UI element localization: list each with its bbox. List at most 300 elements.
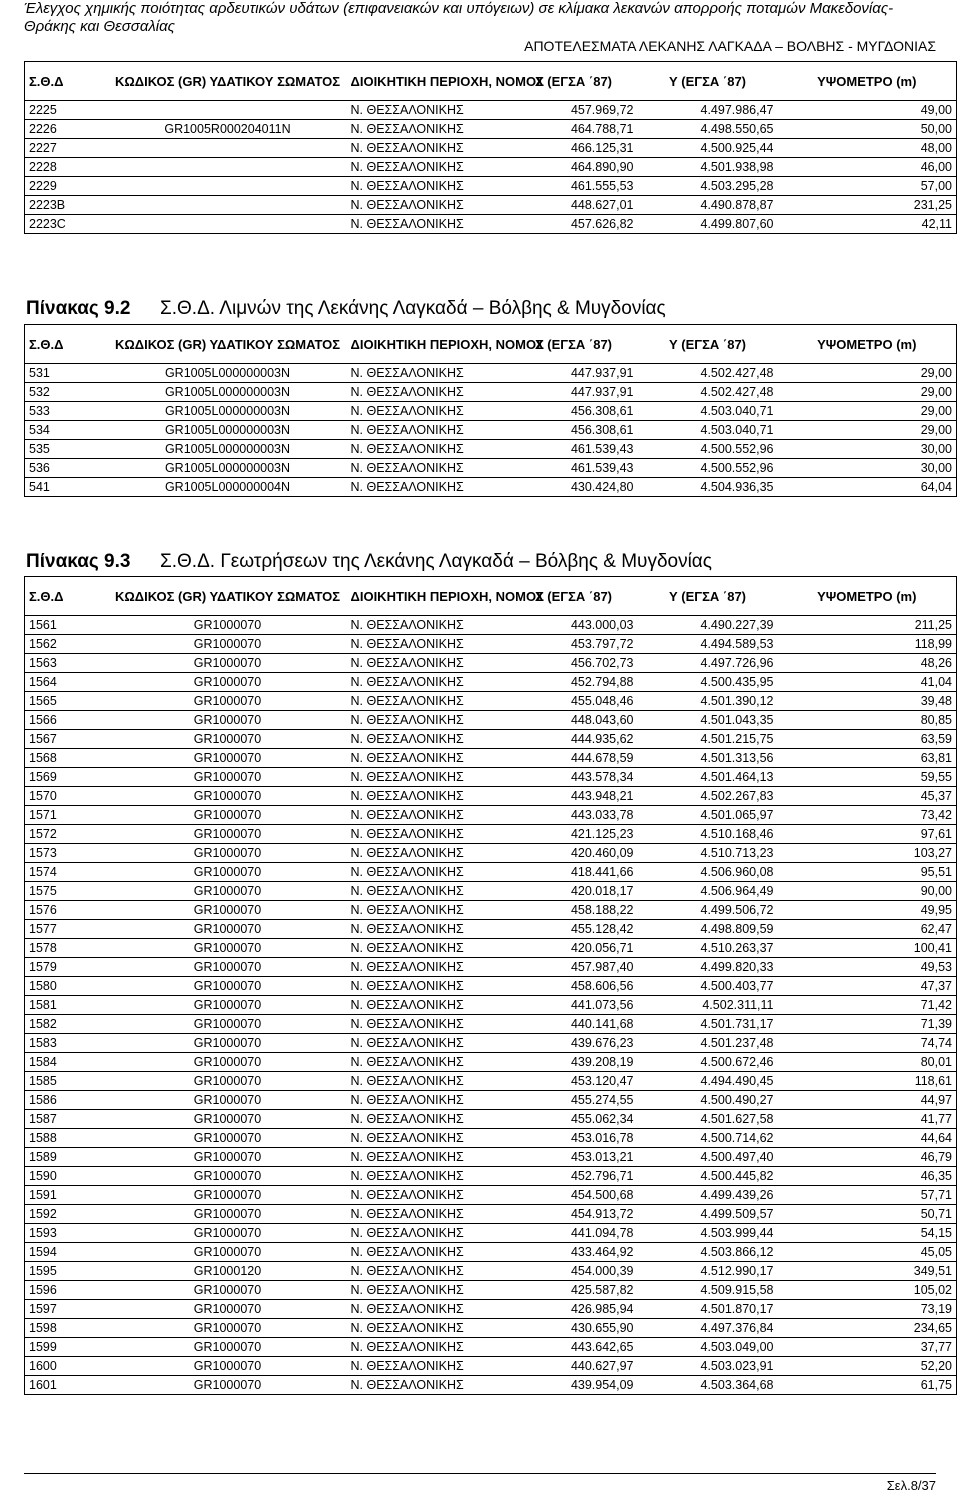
cell-area: Ν. ΘΕΣΣΑΛΟΝΙΚΗΣ bbox=[347, 654, 510, 673]
cell-sd: 1572 bbox=[25, 825, 109, 844]
cell-area: Ν. ΘΕΣΣΑΛΟΝΙΚΗΣ bbox=[347, 711, 510, 730]
cell-x: 455.274,55 bbox=[510, 1091, 638, 1110]
cell-elevation: 30,00 bbox=[778, 459, 957, 478]
table-row bbox=[25, 977, 957, 996]
cell-area: Ν. ΘΕΣΣΑΛΟΝΙΚΗΣ bbox=[347, 120, 510, 139]
cell-y: 4.490.227,39 bbox=[638, 616, 778, 635]
cell-elevation: 105,02 bbox=[778, 1281, 957, 1300]
cell-area: Ν. ΘΕΣΣΑΛΟΝΙΚΗΣ bbox=[347, 1186, 510, 1205]
cell-code: GR1000070 bbox=[109, 768, 347, 787]
cell-x: 439.954,09 bbox=[510, 1376, 638, 1395]
header-sd: Σ.Θ.Δ bbox=[25, 325, 109, 364]
table-row bbox=[25, 825, 957, 844]
cell-x: 447.937,91 bbox=[510, 364, 638, 383]
cell-sd: 1588 bbox=[25, 1129, 109, 1148]
cell-code: GR1000070 bbox=[109, 1224, 347, 1243]
cell-sd: 2227 bbox=[25, 139, 109, 158]
cell-area: Ν. ΘΕΣΣΑΛΟΝΙΚΗΣ bbox=[347, 1338, 510, 1357]
cell-y: 4.510.713,23 bbox=[638, 844, 778, 863]
cell-elevation: 74,74 bbox=[778, 1034, 957, 1053]
cell-x: 456.702,73 bbox=[510, 654, 638, 673]
cell-area: Ν. ΘΕΣΣΑΛΟΝΙΚΗΣ bbox=[347, 1243, 510, 1262]
cell-y: 4.498.550,65 bbox=[638, 120, 778, 139]
cell-sd: 2229 bbox=[25, 177, 109, 196]
cell-code: GR1000070 bbox=[109, 673, 347, 692]
cell-y: 4.502.267,83 bbox=[638, 787, 778, 806]
cell-x: 454.500,68 bbox=[510, 1186, 638, 1205]
cell-x: 454.000,39 bbox=[510, 1262, 638, 1281]
cell-elevation: 29,00 bbox=[778, 421, 957, 440]
cell-area: Ν. ΘΕΣΣΑΛΟΝΙΚΗΣ bbox=[347, 440, 510, 459]
table-body bbox=[25, 101, 957, 234]
cell-area: Ν. ΘΕΣΣΑΛΟΝΙΚΗΣ bbox=[347, 825, 510, 844]
cell-x: 453.016,78 bbox=[510, 1129, 638, 1148]
cell-x: 440.627,97 bbox=[510, 1357, 638, 1376]
table-row bbox=[25, 1148, 957, 1167]
cell-x: 443.578,34 bbox=[510, 768, 638, 787]
cell-x: 448.627,01 bbox=[510, 196, 638, 215]
cell-code: GR1000070 bbox=[109, 806, 347, 825]
cell-elevation: 29,00 bbox=[778, 383, 957, 402]
cell-code: GR1000070 bbox=[109, 1205, 347, 1224]
cell-code: GR1005L000000003N bbox=[109, 440, 347, 459]
cell-elevation: 37,77 bbox=[778, 1338, 957, 1357]
cell-x: 439.676,23 bbox=[510, 1034, 638, 1053]
cell-area: Ν. ΘΕΣΣΑΛΟΝΙΚΗΣ bbox=[347, 1376, 510, 1395]
cell-elevation: 57,71 bbox=[778, 1186, 957, 1205]
table-row bbox=[25, 478, 957, 497]
table-row bbox=[25, 1357, 957, 1376]
cell-area: Ν. ΘΕΣΣΑΛΟΝΙΚΗΣ bbox=[347, 101, 510, 120]
cell-area: Ν. ΘΕΣΣΑΛΟΝΙΚΗΣ bbox=[347, 139, 510, 158]
cell-area: Ν. ΘΕΣΣΑΛΟΝΙΚΗΣ bbox=[347, 1167, 510, 1186]
cell-area: Ν. ΘΕΣΣΑΛΟΝΙΚΗΣ bbox=[347, 958, 510, 977]
cell-area: Ν. ΘΕΣΣΑΛΟΝΙΚΗΣ bbox=[347, 421, 510, 440]
cell-area: Ν. ΘΕΣΣΑΛΟΝΙΚΗΣ bbox=[347, 1053, 510, 1072]
caption-number: Πίνακας 9.3 bbox=[26, 551, 131, 572]
cell-x: 433.464,92 bbox=[510, 1243, 638, 1262]
cell-code: GR1000070 bbox=[109, 1091, 347, 1110]
cell-sd: 1565 bbox=[25, 692, 109, 711]
table-row bbox=[25, 787, 957, 806]
cell-area: Ν. ΘΕΣΣΑΛΟΝΙΚΗΣ bbox=[347, 1129, 510, 1148]
cell-code: GR1000070 bbox=[109, 1357, 347, 1376]
cell-y: 4.501.938,98 bbox=[638, 158, 778, 177]
cell-x: 421.125,23 bbox=[510, 825, 638, 844]
cell-elevation: 41,04 bbox=[778, 673, 957, 692]
cell-x: 452.796,71 bbox=[510, 1167, 638, 1186]
cell-elevation: 42,11 bbox=[778, 215, 957, 234]
cell-area: Ν. ΘΕΣΣΑΛΟΝΙΚΗΣ bbox=[347, 977, 510, 996]
table-row bbox=[25, 1281, 957, 1300]
cell-sd: 1592 bbox=[25, 1205, 109, 1224]
cell-sd: 1577 bbox=[25, 920, 109, 939]
cell-x: 455.048,46 bbox=[510, 692, 638, 711]
cell-x: 457.969,72 bbox=[510, 101, 638, 120]
cell-area: Ν. ΘΕΣΣΑΛΟΝΙΚΗΣ bbox=[347, 882, 510, 901]
cell-area: Ν. ΘΕΣΣΑΛΟΝΙΚΗΣ bbox=[347, 1015, 510, 1034]
cell-elevation: 30,00 bbox=[778, 440, 957, 459]
cell-x: 456.308,61 bbox=[510, 421, 638, 440]
cell-code: GR1000070 bbox=[109, 1319, 347, 1338]
cell-y: 4.500.490,27 bbox=[638, 1091, 778, 1110]
cell-y: 4.504.936,35 bbox=[638, 478, 778, 497]
cell-elevation: 62,47 bbox=[778, 920, 957, 939]
cell-y: 4.499.807,60 bbox=[638, 215, 778, 234]
cell-sd: 1575 bbox=[25, 882, 109, 901]
table-row bbox=[25, 692, 957, 711]
cell-sd: 532 bbox=[25, 383, 109, 402]
cell-code: GR1005R000204011N bbox=[109, 120, 347, 139]
cell-y: 4.500.497,40 bbox=[638, 1148, 778, 1167]
table-header-row bbox=[25, 62, 957, 101]
cell-elevation: 48,26 bbox=[778, 654, 957, 673]
cell-x: 439.208,19 bbox=[510, 1053, 638, 1072]
table-row bbox=[25, 440, 957, 459]
table-row bbox=[25, 1186, 957, 1205]
cell-sd: 1579 bbox=[25, 958, 109, 977]
cell-code bbox=[109, 177, 347, 196]
cell-area: Ν. ΘΕΣΣΑΛΟΝΙΚΗΣ bbox=[347, 215, 510, 234]
cell-x: 440.141,68 bbox=[510, 1015, 638, 1034]
cell-code: GR1000070 bbox=[109, 711, 347, 730]
cell-area: Ν. ΘΕΣΣΑΛΟΝΙΚΗΣ bbox=[347, 939, 510, 958]
table-row bbox=[25, 1129, 957, 1148]
table-row bbox=[25, 711, 957, 730]
cell-y: 4.501.237,48 bbox=[638, 1034, 778, 1053]
cell-code: GR1000070 bbox=[109, 1148, 347, 1167]
cell-area: Ν. ΘΕΣΣΑΛΟΝΙΚΗΣ bbox=[347, 158, 510, 177]
cell-area: Ν. ΘΕΣΣΑΛΟΝΙΚΗΣ bbox=[347, 1281, 510, 1300]
cell-x: 461.555,53 bbox=[510, 177, 638, 196]
cell-area: Ν. ΘΕΣΣΑΛΟΝΙΚΗΣ bbox=[347, 920, 510, 939]
cell-sd: 2226 bbox=[25, 120, 109, 139]
cell-y: 4.501.043,35 bbox=[638, 711, 778, 730]
cell-area: Ν. ΘΕΣΣΑΛΟΝΙΚΗΣ bbox=[347, 364, 510, 383]
cell-code: GR1000070 bbox=[109, 1281, 347, 1300]
cell-sd: 1580 bbox=[25, 977, 109, 996]
cell-x: 444.935,62 bbox=[510, 730, 638, 749]
table-header-row bbox=[25, 577, 957, 616]
cell-area: Ν. ΘΕΣΣΑΛΟΝΙΚΗΣ bbox=[347, 692, 510, 711]
table-row bbox=[25, 635, 957, 654]
cell-code: GR1000070 bbox=[109, 692, 347, 711]
cell-area: Ν. ΘΕΣΣΑΛΟΝΙΚΗΣ bbox=[347, 1357, 510, 1376]
cell-sd: 1574 bbox=[25, 863, 109, 882]
cell-y: 4.510.263,37 bbox=[638, 939, 778, 958]
cell-elevation: 63,81 bbox=[778, 749, 957, 768]
cell-sd: 536 bbox=[25, 459, 109, 478]
cell-sd: 534 bbox=[25, 421, 109, 440]
cell-elevation: 71,39 bbox=[778, 1015, 957, 1034]
cell-code: GR1000070 bbox=[109, 882, 347, 901]
header-elevation: ΥΨΟΜΕΤΡΟ (m) bbox=[778, 325, 957, 364]
header-area: ΔΙΟΙΚΗΤΙΚΗ ΠΕΡΙΟΧΗ, ΝΟΜΟΣ bbox=[347, 62, 510, 101]
cell-y: 4.503.295,28 bbox=[638, 177, 778, 196]
cell-x: 457.626,82 bbox=[510, 215, 638, 234]
header-y: Υ (ΕΓΣΑ ΄87) bbox=[638, 577, 778, 616]
cell-y: 4.503.049,00 bbox=[638, 1338, 778, 1357]
cell-elevation: 90,00 bbox=[778, 882, 957, 901]
table-row bbox=[25, 901, 957, 920]
table-row bbox=[25, 730, 957, 749]
table-row bbox=[25, 654, 957, 673]
cell-area: Ν. ΘΕΣΣΑΛΟΝΙΚΗΣ bbox=[347, 478, 510, 497]
cell-y: 4.497.986,47 bbox=[638, 101, 778, 120]
table-caption-9-3 bbox=[26, 551, 712, 573]
cell-sd: 1591 bbox=[25, 1186, 109, 1205]
cell-sd: 1576 bbox=[25, 901, 109, 920]
cell-x: 430.655,90 bbox=[510, 1319, 638, 1338]
cell-y: 4.502.427,48 bbox=[638, 364, 778, 383]
cell-x: 461.539,43 bbox=[510, 440, 638, 459]
cell-elevation: 61,75 bbox=[778, 1376, 957, 1395]
cell-elevation: 45,37 bbox=[778, 787, 957, 806]
cell-elevation: 44,64 bbox=[778, 1129, 957, 1148]
table-row bbox=[25, 459, 957, 478]
cell-area: Ν. ΘΕΣΣΑΛΟΝΙΚΗΣ bbox=[347, 787, 510, 806]
cell-area: Ν. ΘΕΣΣΑΛΟΝΙΚΗΣ bbox=[347, 1110, 510, 1129]
cell-elevation: 57,00 bbox=[778, 177, 957, 196]
cell-area: Ν. ΘΕΣΣΑΛΟΝΙΚΗΣ bbox=[347, 996, 510, 1015]
cell-code: GR1000070 bbox=[109, 996, 347, 1015]
cell-elevation: 103,27 bbox=[778, 844, 957, 863]
table-row bbox=[25, 958, 957, 977]
cell-code bbox=[109, 158, 347, 177]
cell-y: 4.503.023,91 bbox=[638, 1357, 778, 1376]
cell-elevation: 49,00 bbox=[778, 101, 957, 120]
cell-code: GR1000070 bbox=[109, 1110, 347, 1129]
header-y: Υ (ΕΓΣΑ ΄87) bbox=[638, 325, 778, 364]
cell-code: GR1000070 bbox=[109, 901, 347, 920]
cell-code: GR1000070 bbox=[109, 1015, 347, 1034]
cell-code: GR1000070 bbox=[109, 825, 347, 844]
table-boreholes bbox=[24, 576, 957, 1395]
cell-x: 453.013,21 bbox=[510, 1148, 638, 1167]
cell-y: 4.501.215,75 bbox=[638, 730, 778, 749]
cell-elevation: 211,25 bbox=[778, 616, 957, 635]
cell-area: Ν. ΘΕΣΣΑΛΟΝΙΚΗΣ bbox=[347, 196, 510, 215]
table-row bbox=[25, 1205, 957, 1224]
cell-y: 4.501.627,58 bbox=[638, 1110, 778, 1129]
cell-area: Ν. ΘΕΣΣΑΛΟΝΙΚΗΣ bbox=[347, 1300, 510, 1319]
table-header-row bbox=[25, 325, 957, 364]
cell-elevation: 47,37 bbox=[778, 977, 957, 996]
table-row bbox=[25, 1376, 957, 1395]
cell-sd: 1569 bbox=[25, 768, 109, 787]
cell-sd: 1598 bbox=[25, 1319, 109, 1338]
cell-y: 4.490.878,87 bbox=[638, 196, 778, 215]
document-title: Έλεγχος χημικής ποιότητας αρδευτικών υδάτων (επιφανειακών και υπόγειων) σε κλίμακα λεκανών απορροής ποταμών Μακεδονίας-Θράκης και Θεσσαλίας bbox=[24, 0, 894, 35]
cell-code bbox=[109, 139, 347, 158]
cell-y: 4.499.820,33 bbox=[638, 958, 778, 977]
cell-y: 4.500.445,82 bbox=[638, 1167, 778, 1186]
cell-y: 4.500.714,62 bbox=[638, 1129, 778, 1148]
cell-code: GR1000070 bbox=[109, 863, 347, 882]
cell-code: GR1000070 bbox=[109, 844, 347, 863]
cell-area: Ν. ΘΕΣΣΑΛΟΝΙΚΗΣ bbox=[347, 635, 510, 654]
cell-sd: 1590 bbox=[25, 1167, 109, 1186]
cell-elevation: 50,71 bbox=[778, 1205, 957, 1224]
header-elevation: ΥΨΟΜΕΤΡΟ (m) bbox=[778, 62, 957, 101]
cell-sd: 1568 bbox=[25, 749, 109, 768]
cell-sd: 1567 bbox=[25, 730, 109, 749]
cell-x: 425.587,82 bbox=[510, 1281, 638, 1300]
cell-y: 4.503.866,12 bbox=[638, 1243, 778, 1262]
cell-sd: 1589 bbox=[25, 1148, 109, 1167]
cell-y: 4.501.065,97 bbox=[638, 806, 778, 825]
cell-x: 458.606,56 bbox=[510, 977, 638, 996]
cell-area: Ν. ΘΕΣΣΑΛΟΝΙΚΗΣ bbox=[347, 459, 510, 478]
cell-sd: 1583 bbox=[25, 1034, 109, 1053]
table-row bbox=[25, 939, 957, 958]
table-rivers-continued bbox=[24, 61, 957, 234]
cell-code: GR1000070 bbox=[109, 1034, 347, 1053]
cell-code: GR1000070 bbox=[109, 920, 347, 939]
cell-elevation: 29,00 bbox=[778, 364, 957, 383]
cell-x: 420.056,71 bbox=[510, 939, 638, 958]
cell-elevation: 49,95 bbox=[778, 901, 957, 920]
page-number: Σελ.8/37 bbox=[886, 1478, 936, 1493]
cell-x: 458.188,22 bbox=[510, 901, 638, 920]
cell-sd: 1601 bbox=[25, 1376, 109, 1395]
caption-title: Σ.Θ.Δ. Λιμνών της Λεκάνης Λαγκαδά – Βόλβης & Μυγδονίας bbox=[160, 298, 666, 319]
cell-code: GR1000070 bbox=[109, 1243, 347, 1262]
cell-y: 4.500.672,46 bbox=[638, 1053, 778, 1072]
cell-y: 4.503.040,71 bbox=[638, 421, 778, 440]
cell-code bbox=[109, 196, 347, 215]
cell-y: 4.500.552,96 bbox=[638, 459, 778, 478]
header-sd: Σ.Θ.Δ bbox=[25, 577, 109, 616]
cell-area: Ν. ΘΕΣΣΑΛΟΝΙΚΗΣ bbox=[347, 383, 510, 402]
cell-area: Ν. ΘΕΣΣΑΛΟΝΙΚΗΣ bbox=[347, 1319, 510, 1338]
cell-sd: 1596 bbox=[25, 1281, 109, 1300]
table-row bbox=[25, 1110, 957, 1129]
section-subtitle: ΑΠΟΤΕΛΕΣΜΑΤΑ ΛΕΚΑΝΗΣ ΛΑΓΚΑΔΑ – ΒΟΛΒΗΣ - ΜΥΓΔΟΝΙΑΣ bbox=[524, 38, 936, 54]
cell-area: Ν. ΘΕΣΣΑΛΟΝΙΚΗΣ bbox=[347, 1262, 510, 1281]
cell-elevation: 50,00 bbox=[778, 120, 957, 139]
cell-sd: 1595 bbox=[25, 1262, 109, 1281]
cell-code: GR1000070 bbox=[109, 939, 347, 958]
table-row bbox=[25, 1091, 957, 1110]
table-lakes bbox=[24, 324, 957, 497]
cell-area: Ν. ΘΕΣΣΑΛΟΝΙΚΗΣ bbox=[347, 844, 510, 863]
cell-sd: 1584 bbox=[25, 1053, 109, 1072]
table-row bbox=[25, 1072, 957, 1091]
cell-sd: 533 bbox=[25, 402, 109, 421]
cell-y: 4.498.809,59 bbox=[638, 920, 778, 939]
header-code: ΚΩΔΙΚΟΣ (GR) ΥΔΑΤΙΚΟΥ ΣΩΜΑΤΟΣ bbox=[109, 577, 347, 616]
header-area: ΔΙΟΙΚΗΤΙΚΗ ΠΕΡΙΟΧΗ, ΝΟΜΟΣ bbox=[347, 325, 510, 364]
cell-y: 4.499.439,26 bbox=[638, 1186, 778, 1205]
cell-x: 461.539,43 bbox=[510, 459, 638, 478]
cell-elevation: 349,51 bbox=[778, 1262, 957, 1281]
cell-code: GR1005L000000003N bbox=[109, 421, 347, 440]
cell-sd: 1600 bbox=[25, 1357, 109, 1376]
cell-sd: 1578 bbox=[25, 939, 109, 958]
table-row bbox=[25, 673, 957, 692]
cell-code: GR1005L000000003N bbox=[109, 402, 347, 421]
cell-y: 4.494.490,45 bbox=[638, 1072, 778, 1091]
cell-sd: 2223B bbox=[25, 196, 109, 215]
cell-x: 453.797,72 bbox=[510, 635, 638, 654]
cell-sd: 1573 bbox=[25, 844, 109, 863]
cell-y: 4.503.364,68 bbox=[638, 1376, 778, 1395]
cell-sd: 1593 bbox=[25, 1224, 109, 1243]
table-row bbox=[25, 806, 957, 825]
cell-sd: 541 bbox=[25, 478, 109, 497]
cell-y: 4.501.390,12 bbox=[638, 692, 778, 711]
cell-sd: 1564 bbox=[25, 673, 109, 692]
cell-x: 420.018,17 bbox=[510, 882, 638, 901]
table-row bbox=[25, 1262, 957, 1281]
cell-code: GR1005L000000003N bbox=[109, 383, 347, 402]
cell-elevation: 95,51 bbox=[778, 863, 957, 882]
cell-x: 443.033,78 bbox=[510, 806, 638, 825]
cell-sd: 1587 bbox=[25, 1110, 109, 1129]
table-caption-9-2 bbox=[26, 298, 666, 320]
cell-code: GR1000070 bbox=[109, 1186, 347, 1205]
cell-elevation: 54,15 bbox=[778, 1224, 957, 1243]
table-row bbox=[25, 158, 957, 177]
cell-y: 4.502.311,11 bbox=[638, 996, 778, 1015]
cell-code: GR1000070 bbox=[109, 749, 347, 768]
cell-code bbox=[109, 215, 347, 234]
cell-elevation: 48,00 bbox=[778, 139, 957, 158]
cell-x: 454.913,72 bbox=[510, 1205, 638, 1224]
table-row bbox=[25, 196, 957, 215]
cell-elevation: 234,65 bbox=[778, 1319, 957, 1338]
cell-x: 453.120,47 bbox=[510, 1072, 638, 1091]
cell-area: Ν. ΘΕΣΣΑΛΟΝΙΚΗΣ bbox=[347, 1148, 510, 1167]
cell-code: GR1000070 bbox=[109, 1072, 347, 1091]
cell-elevation: 45,05 bbox=[778, 1243, 957, 1262]
cell-elevation: 59,55 bbox=[778, 768, 957, 787]
table-row bbox=[25, 616, 957, 635]
cell-area: Ν. ΘΕΣΣΑΛΟΝΙΚΗΣ bbox=[347, 1091, 510, 1110]
cell-sd: 2228 bbox=[25, 158, 109, 177]
cell-x: 457.987,40 bbox=[510, 958, 638, 977]
cell-sd: 2223C bbox=[25, 215, 109, 234]
cell-sd: 1566 bbox=[25, 711, 109, 730]
cell-code: GR1000070 bbox=[109, 1053, 347, 1072]
table-body bbox=[25, 616, 957, 1395]
cell-y: 4.500.552,96 bbox=[638, 440, 778, 459]
cell-code: GR1000070 bbox=[109, 1167, 347, 1186]
cell-code: GR1000070 bbox=[109, 616, 347, 635]
cell-x: 444.678,59 bbox=[510, 749, 638, 768]
cell-sd: 1562 bbox=[25, 635, 109, 654]
cell-sd: 1581 bbox=[25, 996, 109, 1015]
cell-sd: 1597 bbox=[25, 1300, 109, 1319]
cell-area: Ν. ΘΕΣΣΑΛΟΝΙΚΗΣ bbox=[347, 901, 510, 920]
cell-x: 418.441,66 bbox=[510, 863, 638, 882]
cell-sd: 1585 bbox=[25, 1072, 109, 1091]
cell-x: 426.985,94 bbox=[510, 1300, 638, 1319]
cell-area: Ν. ΘΕΣΣΑΛΟΝΙΚΗΣ bbox=[347, 177, 510, 196]
cell-sd: 1570 bbox=[25, 787, 109, 806]
table-row bbox=[25, 1338, 957, 1357]
table-row bbox=[25, 844, 957, 863]
cell-code: GR1000120 bbox=[109, 1262, 347, 1281]
cell-area: Ν. ΘΕΣΣΑΛΟΝΙΚΗΣ bbox=[347, 1224, 510, 1243]
cell-elevation: 100,41 bbox=[778, 939, 957, 958]
cell-elevation: 52,20 bbox=[778, 1357, 957, 1376]
cell-area: Ν. ΘΕΣΣΑΛΟΝΙΚΗΣ bbox=[347, 806, 510, 825]
cell-x: 464.890,90 bbox=[510, 158, 638, 177]
table-row bbox=[25, 364, 957, 383]
cell-y: 4.500.435,95 bbox=[638, 673, 778, 692]
